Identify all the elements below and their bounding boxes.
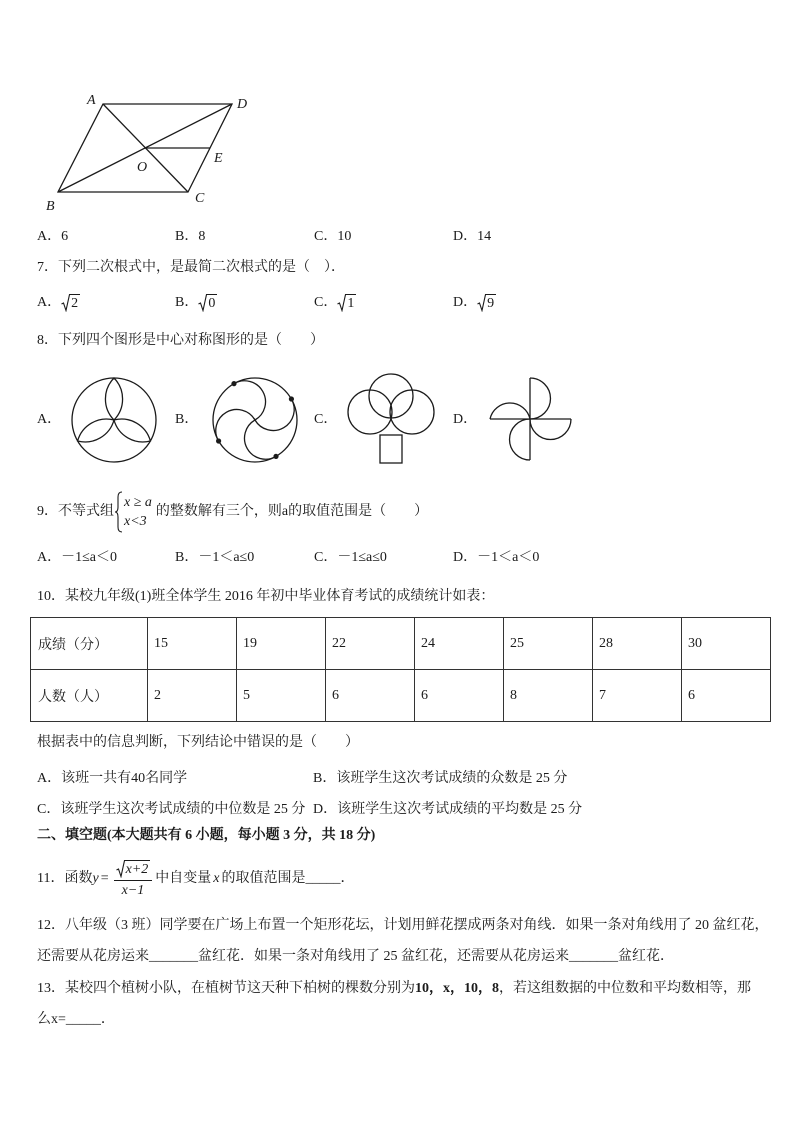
vertex-label-c: C bbox=[195, 191, 205, 206]
table-cell: 30 bbox=[682, 618, 771, 670]
figure-a-three-petal-circle bbox=[72, 378, 156, 462]
table-cell: 7 bbox=[593, 670, 682, 722]
q11-mid: 中自变量 bbox=[155, 871, 212, 886]
q7-stem: 7．下列二次根式中，是最简二次根式的是（ ）． bbox=[37, 260, 345, 275]
q8-label-b: B． bbox=[175, 412, 199, 427]
fraction-numerator bbox=[114, 860, 153, 881]
option-label: D． bbox=[453, 295, 478, 310]
q13-data-values: 10，x，10，8 bbox=[415, 981, 499, 996]
q11-stem bbox=[37, 857, 355, 901]
table-cell: 22 bbox=[326, 618, 415, 670]
figure-b-swirl-circle bbox=[213, 378, 297, 462]
radical bbox=[61, 294, 80, 312]
q7-option-a bbox=[37, 294, 80, 312]
q13-text-c: 么x= bbox=[37, 1012, 66, 1027]
radicand: 2 bbox=[71, 296, 79, 311]
q11-prefix: 11．函数 bbox=[37, 871, 93, 886]
q7-option-c bbox=[314, 294, 356, 312]
answer-blank: _______ bbox=[149, 949, 198, 964]
table-cell: 5 bbox=[237, 670, 326, 722]
q13-end: ． bbox=[100, 1012, 115, 1027]
answer-blank: _______ bbox=[569, 949, 618, 964]
q9-prefix: 9．不等式组 bbox=[37, 504, 114, 519]
vertex-label-a: A bbox=[87, 93, 96, 108]
q10-option-c: C．该班学生这次考试成绩的中位数是 25 分 bbox=[37, 802, 306, 817]
q13-text-b: ，若这组数据的中位数和平均数相等，那 bbox=[499, 981, 751, 996]
variable-x: x bbox=[213, 871, 220, 886]
point-label-e: E bbox=[214, 151, 223, 166]
q8-stem: 8．下列四个图形是中心对称图形的是（ ） bbox=[37, 333, 324, 348]
q13-line-1 bbox=[37, 981, 751, 997]
q9-option-a: A．－1≤a＜0 bbox=[37, 550, 118, 565]
brace-icon bbox=[114, 491, 123, 533]
table-cell: 24 bbox=[415, 618, 504, 670]
fraction bbox=[114, 860, 153, 898]
q8-label-d: D． bbox=[453, 412, 478, 427]
radicand: 0 bbox=[208, 296, 216, 311]
answer-blank: _____ bbox=[65, 1012, 101, 1027]
table-cell: 6 bbox=[415, 670, 504, 722]
radical-sign-icon bbox=[198, 294, 207, 312]
q10-stem: 10．某校九年级(1)班全体学生 2016 年初中毕业体育考试的成绩统计如表： bbox=[37, 589, 495, 604]
q7-option-d bbox=[453, 294, 496, 312]
q6-option-d: D．14 bbox=[453, 229, 492, 244]
q9-option-d: D．－1＜a＜0 bbox=[453, 550, 540, 565]
q9-stem bbox=[37, 490, 428, 534]
table-cell: 28 bbox=[593, 618, 682, 670]
q11-suffix: 的取值范围是 bbox=[221, 871, 306, 886]
radical-sign-icon bbox=[477, 294, 486, 312]
vertex-label-b: B bbox=[46, 199, 55, 214]
q10-option-b: B．该班学生这次考试成绩的众数是 25 分 bbox=[313, 771, 568, 786]
option-label: C． bbox=[314, 295, 338, 310]
radicand: x+2 bbox=[125, 862, 149, 877]
q10-option-a: A．该班一共有40名同学 bbox=[37, 771, 188, 786]
radical bbox=[198, 294, 217, 312]
q12-line-2 bbox=[37, 949, 674, 965]
table-cell: 19 bbox=[237, 618, 326, 670]
inequality-line-1: x ≥ a bbox=[124, 495, 152, 510]
option-label: B． bbox=[175, 295, 199, 310]
parallelogram-figure bbox=[0, 0, 300, 220]
q9-option-c: C．－1≤a≤0 bbox=[314, 550, 387, 565]
radical-sign-icon bbox=[116, 860, 125, 878]
q6-option-b: B．8 bbox=[175, 229, 206, 244]
q6-option-c: C．10 bbox=[314, 229, 352, 244]
option-label: A． bbox=[37, 295, 62, 310]
q8-figures bbox=[0, 370, 600, 470]
q12-line-1: 12．八年级（3 班）同学要在广场上布置一个矩形花坛，计划用鲜花摆成两条对角线．如果一条对角线用了 20 盆红花， bbox=[37, 918, 769, 933]
table-row bbox=[31, 618, 771, 670]
q6-option-a: A．6 bbox=[37, 229, 69, 244]
table-row bbox=[31, 670, 771, 722]
q8-label-a: A． bbox=[37, 412, 62, 427]
q13-text-a: 13．某校四个植树小队，在植树节这天种下柏树的棵数分别为 bbox=[37, 981, 415, 996]
section-heading: 二、填空题(本大题共有 6 小题，每小题 3 分，共 18 分) bbox=[37, 828, 376, 843]
table-cell: 6 bbox=[326, 670, 415, 722]
q10-option-d: D．该班学生这次考试成绩的平均数是 25 分 bbox=[313, 802, 583, 817]
inequality-system bbox=[124, 493, 152, 531]
row-header: 成绩（分） bbox=[31, 618, 148, 670]
table-cell: 25 bbox=[504, 618, 593, 670]
function-y: y bbox=[92, 871, 99, 886]
figure-c-circles-square bbox=[348, 374, 434, 463]
point-label-o: O bbox=[137, 160, 148, 175]
table-cell: 2 bbox=[148, 670, 237, 722]
vertex-label-d: D bbox=[237, 97, 248, 112]
q7-option-b bbox=[175, 294, 217, 312]
q9-option-b: B．－1＜a≤0 bbox=[175, 550, 255, 565]
q12-text-b: 盆红花．如果一条对角线用了 25 盆红花，还需要从花房运来 bbox=[198, 949, 569, 964]
answer-blank: _____ bbox=[305, 871, 341, 886]
radical bbox=[477, 294, 496, 312]
table-cell: 15 bbox=[148, 618, 237, 670]
figure-d-pinwheel bbox=[490, 378, 571, 460]
q13-line-2 bbox=[37, 1012, 115, 1028]
score-table bbox=[30, 617, 771, 722]
q12-text-a: 还需要从花房运来 bbox=[37, 949, 149, 964]
radical-sign-icon bbox=[61, 294, 70, 312]
radicand: 1 bbox=[347, 296, 355, 311]
table-cell: 8 bbox=[504, 670, 593, 722]
radical bbox=[116, 860, 151, 878]
inequality-line-2: x<3 bbox=[124, 514, 147, 529]
radical-sign-icon bbox=[337, 294, 346, 312]
q12-text-c: 盆红花． bbox=[618, 949, 674, 964]
q9-suffix: 的整数解有三个，则a的取值范围是（ ） bbox=[155, 504, 429, 519]
row-header: 人数（人） bbox=[31, 670, 148, 722]
radical bbox=[337, 294, 356, 312]
fraction-denominator: x−1 bbox=[121, 883, 145, 898]
q10-question: 根据表中的信息判断，下列结论中错误的是（ ） bbox=[37, 735, 359, 750]
table-cell: 6 bbox=[682, 670, 771, 722]
q11-end: ． bbox=[340, 871, 355, 886]
equals-sign: = bbox=[100, 871, 109, 886]
radicand: 9 bbox=[487, 296, 495, 311]
q8-label-c: C． bbox=[314, 412, 338, 427]
